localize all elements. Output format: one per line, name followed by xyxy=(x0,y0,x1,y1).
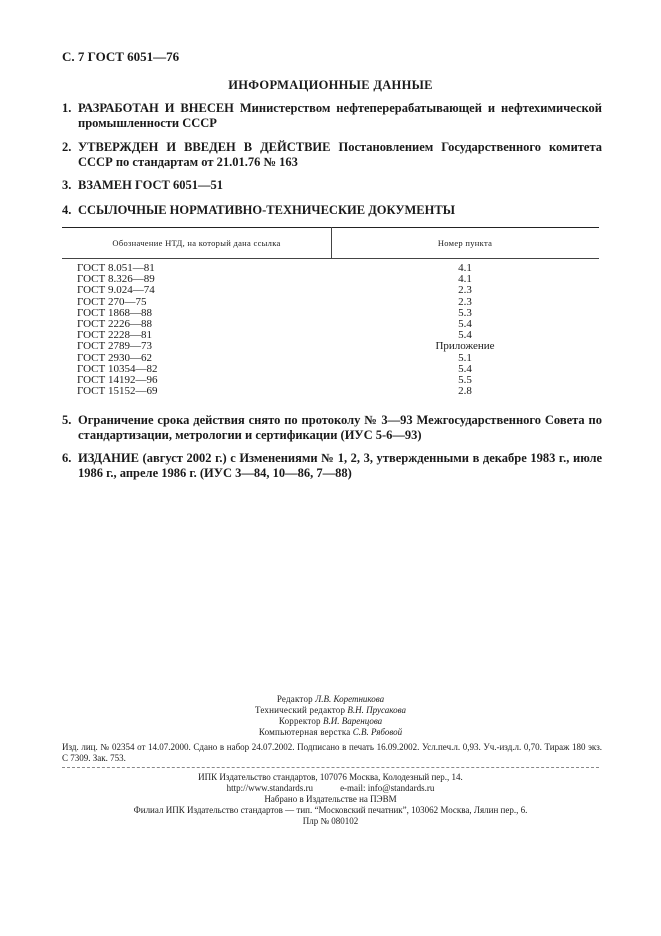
table-cell-clause: 2.8 xyxy=(458,385,472,398)
item-text xyxy=(78,140,602,170)
table-cell-ntd: ГОСТ 8.326—89 xyxy=(77,273,155,286)
credits-block xyxy=(0,694,661,738)
item-caps: ССЫЛОЧНЫЕ НОРМАТИВНО-ТЕХНИЧЕСКИЕ ДОКУМЕНТЫ xyxy=(78,203,455,217)
table-cell-clause: 5.4 xyxy=(458,329,472,342)
table-cell-clause: 2.3 xyxy=(458,284,472,297)
item-text: Ограничение срока действия снято по протоколу № 3—93 Межгосударственного Совета по стандартизации, метрологии и сертификации (ИУС 5-6—93) xyxy=(78,413,602,442)
table-cell-ntd: ГОСТ 14192—96 xyxy=(77,374,158,387)
table-cell-ntd: ГОСТ 2789—73 xyxy=(77,340,152,353)
table-cell-ntd: ГОСТ 15152—69 xyxy=(77,385,158,398)
item-caps: ВЗАМЕН ГОСТ 6051—51 xyxy=(78,178,223,192)
credit-line: Корректор В.И. Варенцова xyxy=(278,716,383,726)
table-cell-clause: 4.1 xyxy=(458,273,472,286)
item-number: 6. xyxy=(62,451,72,465)
table-cell-ntd: ГОСТ 9.024—74 xyxy=(77,284,155,297)
info-item-6 xyxy=(62,451,602,481)
table-cell-clause: 5.4 xyxy=(458,318,472,331)
table-cell-ntd: ГОСТ 270—75 xyxy=(77,295,147,308)
publisher-contacts xyxy=(0,783,661,794)
table-cell-clause: 5.4 xyxy=(458,362,472,375)
table-cell-ntd: ГОСТ 10354—82 xyxy=(77,362,158,375)
table-cell-clause: Приложение xyxy=(435,340,495,353)
publisher-block xyxy=(0,772,661,827)
table-cell-ntd: ГОСТ 2930—62 xyxy=(77,351,152,364)
table-header-ntd: Обозначение НТД, на который дана ссылка xyxy=(112,238,281,248)
page-header: С. 7 ГОСТ 6051—76 xyxy=(62,49,180,64)
publisher-address: ИПК Издательство стандартов, 107076 Москва, Колодезный пер., 14. xyxy=(198,772,463,782)
item-text xyxy=(78,451,602,481)
item-caps: РАЗРАБОТАН И ВНЕСЕН xyxy=(78,101,234,115)
publication-info: Изд. лиц. № 02354 от 14.07.2000. Сдано в набор 24.07.2002. Подписано в печать 16.09.2002. Усл.печ.л. 0,93. Уч.-изд.л. 0,70. Тираж 180 экз. С 7309. Зак. 753. xyxy=(62,742,602,763)
license-number: Плр № 080102 xyxy=(302,816,359,826)
typeset-note: Набрано в Издательстве на ПЭВМ xyxy=(264,794,397,804)
publisher-url: http://www.standards.ru xyxy=(226,783,314,793)
info-item-1 xyxy=(62,101,602,131)
item-number: 2. xyxy=(62,140,72,154)
table-header-rule xyxy=(62,258,599,259)
table-column-ntd xyxy=(77,263,157,397)
credit-line: Компьютерная верстка С.В. Рябовой xyxy=(258,727,403,737)
item-number: 3. xyxy=(62,178,72,192)
table-cell-clause: 4.1 xyxy=(458,262,472,274)
item-caps: УТВЕРЖДЕН И ВВЕДЕН В ДЕЙСТВИЕ xyxy=(78,140,331,154)
item-text xyxy=(78,178,602,193)
table-column-clause xyxy=(420,263,510,397)
table-cell-ntd: ГОСТ 2226—88 xyxy=(77,318,152,331)
item-text xyxy=(78,101,602,131)
info-item-2 xyxy=(62,140,602,170)
credit-line: Редактор Л.В. Коретникова xyxy=(276,694,385,704)
item-caps: ИЗДАНИЕ xyxy=(78,451,139,465)
table-cell-ntd: ГОСТ 1868—88 xyxy=(77,306,152,319)
item-body: Министерством нефтеперерабатывающей и нефтехимической промышленности СССР xyxy=(78,101,602,130)
info-item-4 xyxy=(62,203,602,218)
table-cell-clause: 5.5 xyxy=(458,374,472,387)
item-body: Постановлением Государственного комитета СССР по стандартам от 21.01.76 № 163 xyxy=(78,140,602,169)
table-cell-clause: 5.3 xyxy=(458,306,472,319)
imprint-divider xyxy=(62,767,599,768)
item-number: 5. xyxy=(62,413,72,427)
item-text xyxy=(78,203,602,218)
publisher-email: e-mail: info@standards.ru xyxy=(340,783,435,793)
info-item-3 xyxy=(62,178,602,193)
info-item-5 xyxy=(62,413,602,443)
table-cell-clause: 2.3 xyxy=(458,295,472,308)
item-number: 4. xyxy=(62,203,72,217)
credit-line: Технический редактор В.Н. Прусакова xyxy=(254,705,407,715)
item-body: (август 2002 г.) с Изменениями № 1, 2, 3, утвержденными в декабре 1983 г., июле 1986 г., апреле 1986 г. (ИУС 3—84, 10—86, 7—88) xyxy=(78,451,603,480)
item-number: 1. xyxy=(62,101,72,115)
table-header-clause: Номер пункта xyxy=(437,238,493,248)
table-cell-ntd: ГОСТ 8.051—81 xyxy=(77,262,155,274)
section-title: ИНФОРМАЦИОННЫЕ ДАННЫЕ xyxy=(228,78,433,92)
table-cell-ntd: ГОСТ 2228—81 xyxy=(77,329,152,342)
printing-branch: Филиал ИПК Издательство стандартов — тип. “Московский печатник”, 103062 Москва, Лялин пер., 6. xyxy=(133,805,528,815)
table-cell-clause: 5.1 xyxy=(458,351,472,364)
